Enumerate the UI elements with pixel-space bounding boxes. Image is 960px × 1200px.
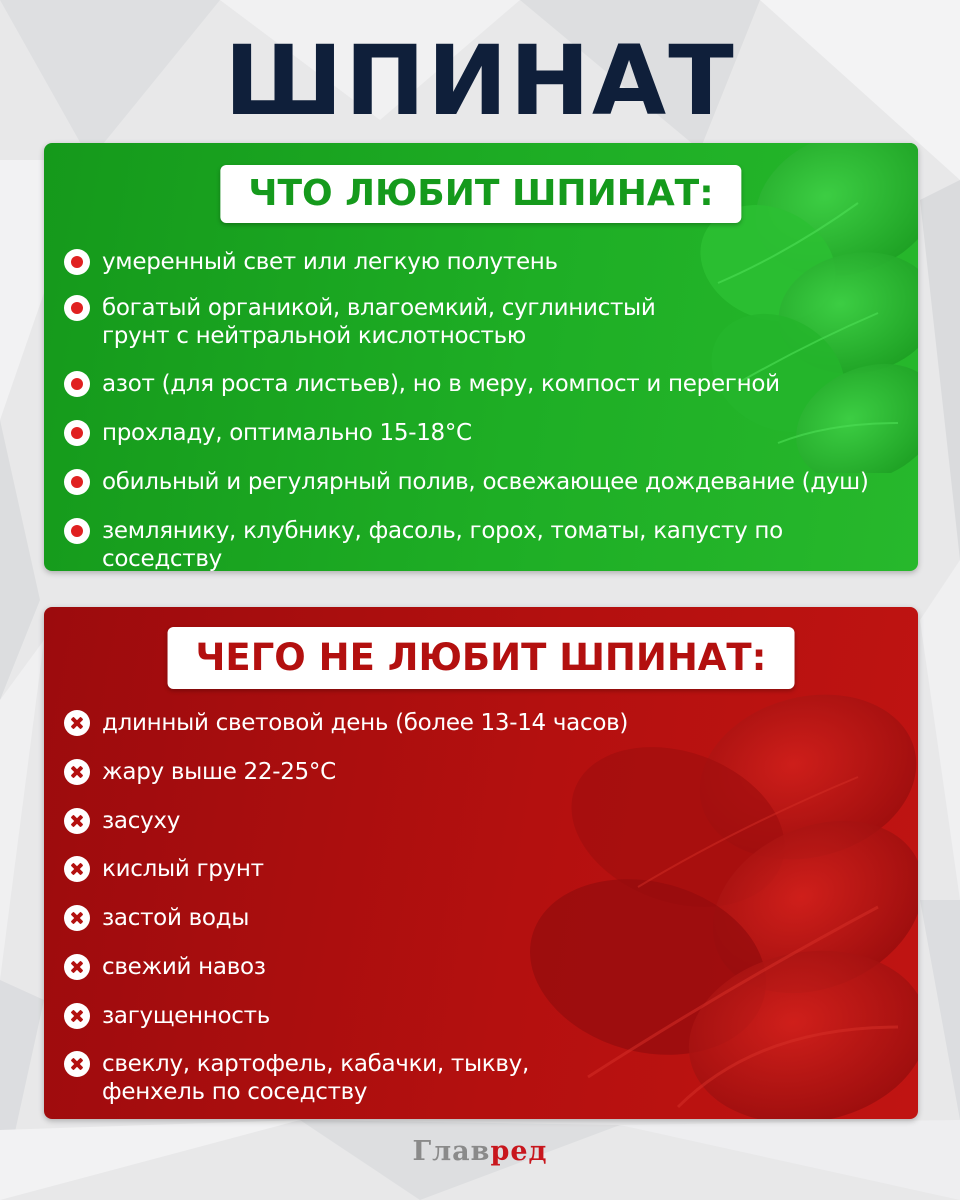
list-item: богатый органикой, влагоемкий, суглинистый грунт с нейтральной кислотностью	[64, 294, 656, 350]
cross-icon	[64, 905, 90, 931]
cross-icon	[64, 1051, 90, 1077]
brand-logo: Главред	[412, 1136, 548, 1167]
cross-icon	[64, 710, 90, 736]
list-item: свеклу, картофель, кабачки, тыкву, фенхель по соседству	[64, 1050, 529, 1106]
cross-icon	[64, 808, 90, 834]
dot-icon	[64, 371, 90, 397]
dislikes-heading: ЧЕГО НЕ ЛЮБИТ ШПИНАТ:	[168, 627, 795, 689]
cross-icon	[64, 954, 90, 980]
list-item: свежий навоз	[64, 953, 266, 981]
dot-icon	[64, 420, 90, 446]
dot-icon	[64, 295, 90, 321]
list-item: кислый грунт	[64, 855, 264, 883]
cross-icon	[64, 1003, 90, 1029]
list-item: прохладу, оптимально 15-18°С	[64, 419, 472, 447]
list-item: азот (для роста листьев), но в меру, компост и перегной	[64, 370, 780, 398]
list-item: жару выше 22-25°С	[64, 758, 336, 786]
likes-panel	[44, 143, 918, 571]
likes-heading: ЧТО ЛЮБИТ ШПИНАТ:	[220, 165, 741, 223]
cross-icon	[64, 856, 90, 882]
list-item: засуху	[64, 807, 180, 835]
list-item: землянику, клубнику, фасоль, горох, томаты, капусту по соседству	[64, 517, 908, 571]
list-item: умеренный свет или легкую полутень	[64, 248, 558, 276]
dot-icon	[64, 518, 90, 544]
cross-icon	[64, 759, 90, 785]
dot-icon	[64, 249, 90, 275]
list-item: загущенность	[64, 1002, 270, 1030]
dislikes-panel	[44, 607, 918, 1119]
list-item: застой воды	[64, 904, 249, 932]
list-item: обильный и регулярный полив, освежающее дождевание (душ)	[64, 468, 869, 496]
list-item: длинный световой день (более 13-14 часов)	[64, 709, 628, 737]
dot-icon	[64, 469, 90, 495]
page-title: ШПИНАТ	[224, 25, 736, 137]
